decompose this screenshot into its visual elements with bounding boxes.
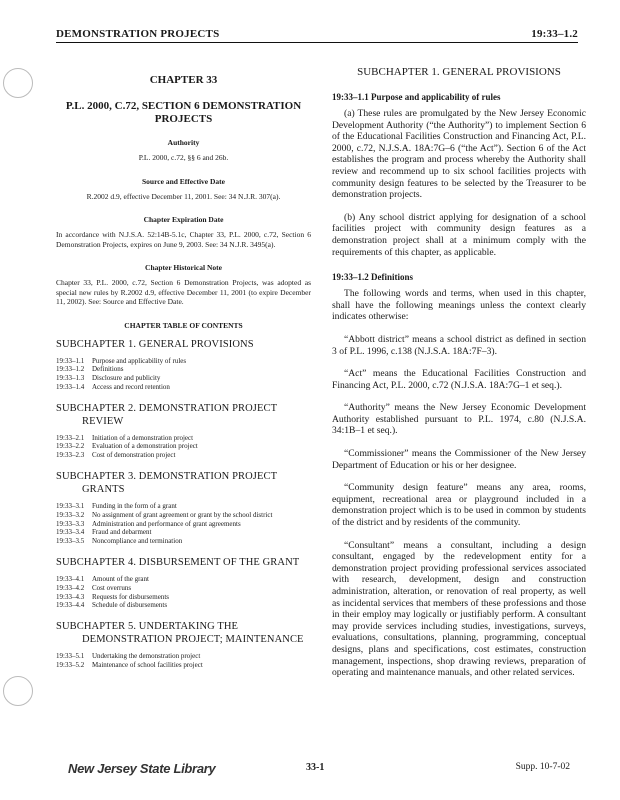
toc-entry xyxy=(56,661,311,670)
history-heading: Chapter Historical Note xyxy=(145,263,222,272)
table-of-contents xyxy=(56,338,311,670)
toc-subchapter-title-cont: GRANTS xyxy=(82,484,125,496)
toc-entry xyxy=(56,584,311,593)
toc-subchapter-heading xyxy=(56,470,311,496)
page-footer xyxy=(56,761,578,775)
toc-section-number: 19:33–5.1 xyxy=(56,652,85,661)
body-paragraph: (b) Any school district applying for designation of a school facilities project with community design features as a demonstration project shall at a minimum comply with the requirements of this chapter, as applicable. xyxy=(332,211,586,258)
toc-subchapter-heading xyxy=(56,402,311,428)
toc-section-title: Undertaking the demonstration project xyxy=(92,652,201,661)
toc-entry xyxy=(56,442,311,451)
toc-section-title: Maintenance of school facilities project xyxy=(92,661,203,670)
section-body-1-1 xyxy=(332,108,586,258)
toc-section-title: Cost overruns xyxy=(92,583,132,592)
toc-section-number: 19:33–4.2 xyxy=(56,583,85,592)
right-column xyxy=(332,66,586,690)
expiration-heading: Chapter Expiration Date xyxy=(143,215,224,224)
toc-entry xyxy=(56,520,311,529)
toc-subchapter-title: SUBCHAPTER 2. DEMONSTRATION PROJECT xyxy=(56,402,278,414)
body-paragraph: “Authority” means the New Jersey Economic Development Authority established pursuant to P.L. 1974, c.80 (N.J.S.A. 34:1B–1 et seq.). xyxy=(332,402,586,437)
authority-text: P.L. 2000, c.72, §§ 6 and 26b. xyxy=(138,153,229,162)
history-text: Chapter 33, P.L. 2000, c.72, Section 6 Demonstration Projects, was adopted as special new rules by R.2002 d.9, effective December 11, 2001 (to expire December 11, 2002). See: Source and Effective Date. xyxy=(56,278,311,306)
toc-entry xyxy=(56,357,311,366)
toc-section-title: No assignment of grant agreement or grant by the school district xyxy=(92,510,273,519)
header-section-number: 19:33–1.2 xyxy=(531,28,578,40)
toc-section-list xyxy=(56,434,311,460)
toc-entry xyxy=(56,374,311,383)
left-column xyxy=(56,66,311,680)
toc-title: CHAPTER TABLE OF CONTENTS xyxy=(124,320,243,330)
toc-section-list xyxy=(56,652,311,670)
toc-subchapter-heading xyxy=(56,556,311,569)
toc-subchapter-title: SUBCHAPTER 4. DISBURSEMENT OF THE GRANT xyxy=(56,557,300,569)
subchapter-heading: SUBCHAPTER 1. GENERAL PROVISIONS xyxy=(357,66,561,78)
toc-section-number: 19:33–3.5 xyxy=(56,537,85,546)
toc-section-number: 19:33–1.2 xyxy=(56,365,85,374)
source-text: R.2002 d.9, effective December 11, 2001. See: 34 N.J.R. 307(a). xyxy=(86,191,281,201)
toc-subchapter-title-cont: REVIEW xyxy=(82,415,124,427)
toc-section-title: Purpose and applicability of rules xyxy=(92,356,187,365)
toc-entry xyxy=(56,575,311,584)
toc-entry xyxy=(56,434,311,443)
toc-entry xyxy=(56,601,311,610)
toc-section-number: 19:33–4.1 xyxy=(56,575,85,584)
toc-section-title: Evaluation of a demonstration project xyxy=(92,442,198,451)
header-title: DEMONSTRATION PROJECTS xyxy=(56,28,220,40)
body-paragraph: “Abbott district” means a school district as defined in section 3 of P.L. 1996, c.138 (N.J.S.A. 18A:7F–3). xyxy=(332,333,586,357)
toc-section-number: 19:33–3.4 xyxy=(56,528,85,537)
toc-section-list xyxy=(56,357,311,392)
toc-section-title: Definitions xyxy=(92,365,124,374)
toc-section-number: 19:33–2.3 xyxy=(56,451,85,460)
toc-section-title: Schedule of disbursements xyxy=(92,601,168,610)
toc-entry xyxy=(56,383,311,392)
toc-section-title: Requests for disbursements xyxy=(92,592,169,601)
toc-section-title: Amount of the grant xyxy=(92,575,149,584)
source-heading: Source and Effective Date xyxy=(142,176,225,186)
toc-section-title: Administration and performance of grant agreements xyxy=(92,519,241,528)
toc-section-title: Access and record retention xyxy=(92,382,170,391)
punch-hole-top xyxy=(3,68,33,98)
toc-entry xyxy=(56,365,311,374)
toc-section-number: 19:33–1.3 xyxy=(56,374,85,383)
toc-section-title: Initiation of a demonstration project xyxy=(92,433,194,442)
supplement-date: Supp. 10-7-02 xyxy=(515,762,570,772)
toc-section-title: Fraud and debarment xyxy=(92,528,152,537)
toc-entry xyxy=(56,502,311,511)
chapter-subtitle: P.L. 2000, C.72, SECTION 6 DEMONSTRATION PROJECTS xyxy=(65,100,302,125)
authority-heading: Authority xyxy=(167,138,200,147)
toc-subchapter-title: SUBCHAPTER 1. GENERAL PROVISIONS xyxy=(56,338,254,350)
toc-section-number: 19:33–3.1 xyxy=(56,502,85,511)
toc-section-number: 19:33–3.3 xyxy=(56,519,85,528)
body-paragraph: The following words and terms, when used in this chapter, shall have the following meanings unless the context clearly indicates otherwise: xyxy=(332,288,586,323)
toc-section-list xyxy=(56,575,311,610)
chapter-title: CHAPTER 33 xyxy=(149,74,218,86)
library-stamp-logo: New Jersey State Library xyxy=(68,761,216,776)
toc-section-title: Cost of demonstration project xyxy=(92,451,176,460)
toc-entry xyxy=(56,537,311,546)
toc-section-title: Funding in the form of a grant xyxy=(92,502,177,511)
toc-section-title: Disclosure and publicity xyxy=(92,374,161,383)
toc-subchapter-heading xyxy=(56,620,311,646)
toc-entry xyxy=(56,652,311,661)
punch-hole-bottom xyxy=(3,676,33,706)
body-paragraph: “Act” means the Educational Facilities Construction and Financing Act, P.L. 2000, c.72 (N.J.S.A. 18A:7G–1 et seq.). xyxy=(332,368,586,391)
body-paragraph: “Commissioner” means the Commissioner of the New Jersey Department of Education or his or her designee. xyxy=(332,448,586,471)
toc-subchapter-title-cont: DEMONSTRATION PROJECT; MAINTENANCE xyxy=(82,634,304,646)
toc-section-number: 19:33–1.1 xyxy=(56,356,85,365)
toc-subchapter-title: SUBCHAPTER 3. DEMONSTRATION PROJECT xyxy=(56,471,278,483)
toc-section-title: Noncompliance and termination xyxy=(92,537,183,546)
toc-subchapter-title: SUBCHAPTER 5. UNDERTAKING THE xyxy=(56,621,239,633)
toc-entry xyxy=(56,528,311,537)
toc-section-number: 19:33–2.2 xyxy=(56,442,85,451)
toc-section-list xyxy=(56,502,311,546)
toc-section-number: 19:33–2.1 xyxy=(56,433,85,442)
toc-section-number: 19:33–4.4 xyxy=(56,601,85,610)
toc-entry xyxy=(56,511,311,520)
toc-section-number: 19:33–5.2 xyxy=(56,661,85,670)
toc-entry xyxy=(56,593,311,602)
toc-entry xyxy=(56,451,311,460)
expiration-text: In accordance with N.J.S.A. 52:14B-5.1c, Chapter 33, P.L. 2000, c.72, Section 6 Demonstration Projects, expires on June 9, 2003. See: 34 N.J.R. 3495(a). xyxy=(56,230,311,249)
section-body-1-2 xyxy=(332,288,586,679)
toc-section-number: 19:33–4.3 xyxy=(56,592,85,601)
body-paragraph: “Consultant” means a consultant, including a design consultant, engaged by the redevelopment entity for a demonstration project providing professional services associated with research, development, design and construction administration, alteration, or renovation of real property, as well as incidental services that members of these professions and those in their employ may logically or justifiably perform. A consultant may provide services including studies, investigations, surveys, evaluations, consultations, planning, programming, conceptual designs, plans and specifications, cost estimates, construction management, inspections, shop drawing reviews, preparation of operating and maintenance manuals, and other related services. xyxy=(332,539,586,679)
section-heading-1-2: 19:33–1.2 Definitions xyxy=(332,272,413,283)
page-number: 33-1 xyxy=(306,762,325,773)
body-paragraph: (a) These rules are promulgated by the New Jersey Economic Development Authority (“the Authority”) to implement Section 6 of the Educational Facilities Construction and Financing Act, P.L. 2000, c.72, N.J.S.A. 18A:7G–6 (“the Act”). Section 6 of the Act establishes the program and process whereby the Authority shall review and recommend up to six school facilities projects with community design features to be selected by the Treasurer to be demonstration projects. xyxy=(332,108,586,201)
toc-subchapter-heading xyxy=(56,338,311,351)
running-header xyxy=(56,26,578,43)
toc-section-number: 19:33–3.2 xyxy=(56,510,85,519)
toc-section-number: 19:33–1.4 xyxy=(56,382,85,391)
section-heading-1-1: 19:33–1.1 Purpose and applicability of rules xyxy=(332,92,501,102)
body-paragraph: “Community design feature” means any area, rooms, equipment, recreational area or playground included in a demonstration project which is to be used in common by students of the district and by residents of the community. xyxy=(332,482,586,529)
